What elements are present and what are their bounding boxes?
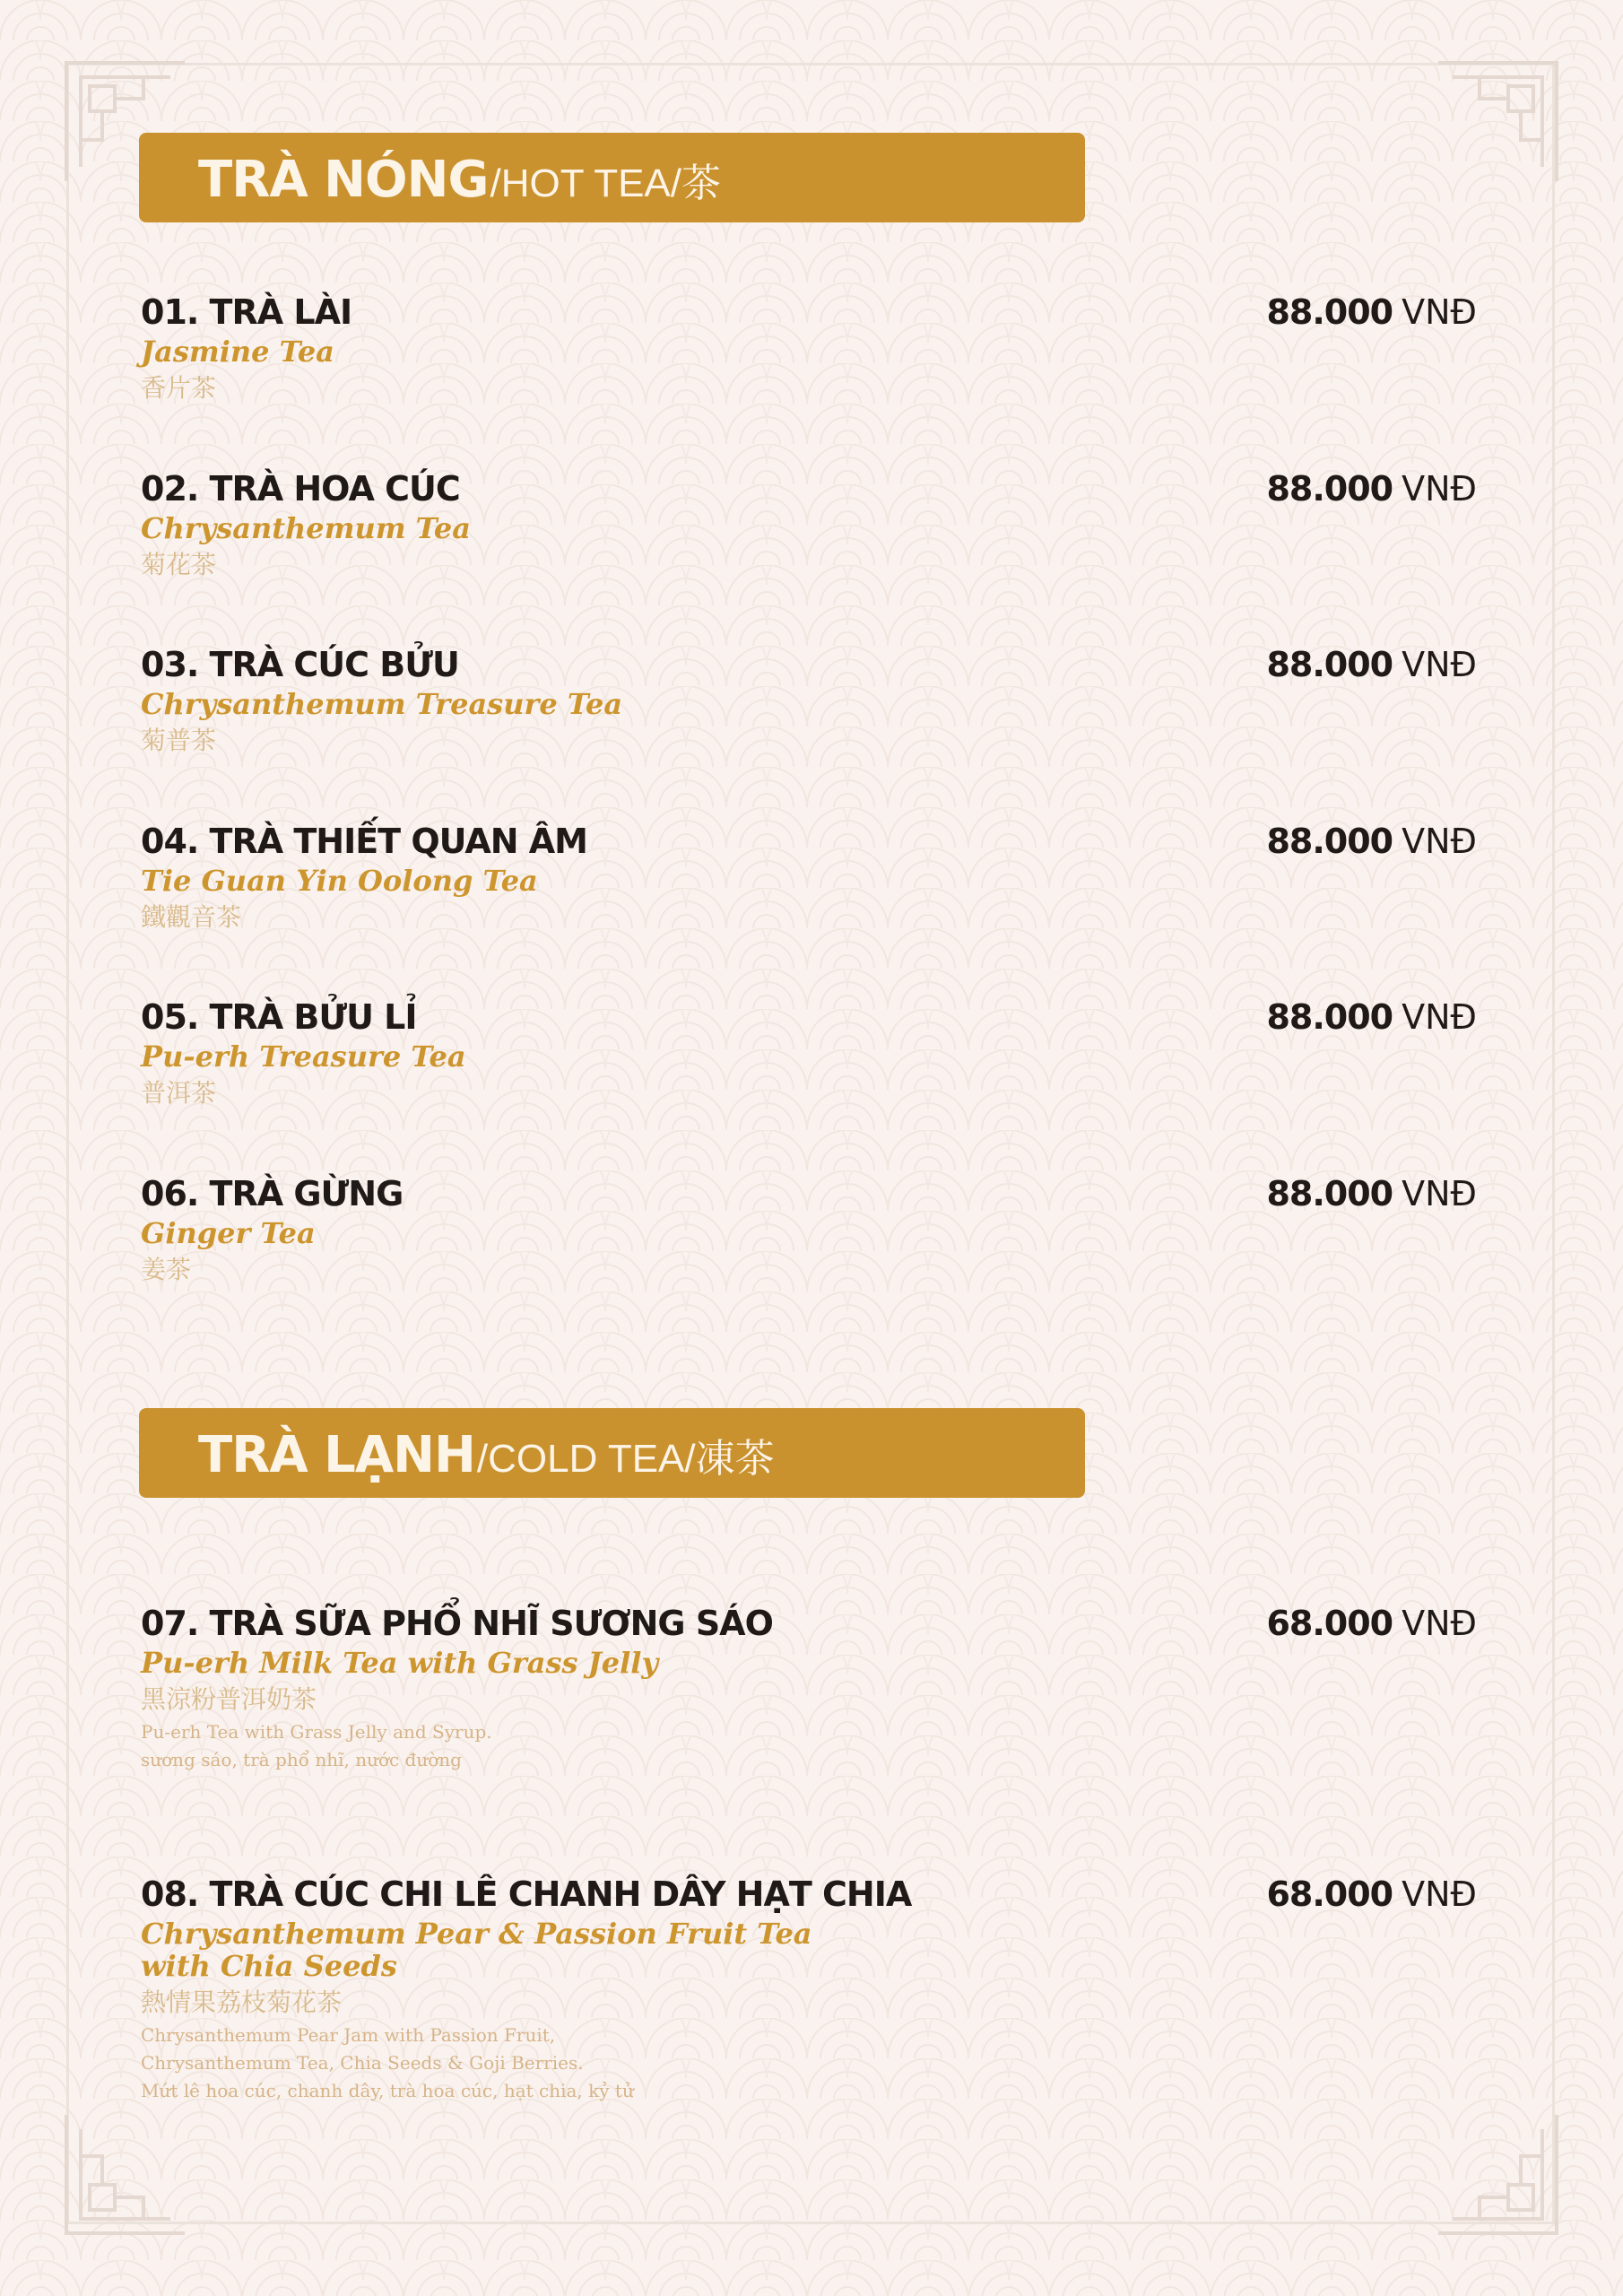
section-title-main: TRÀ LẠNH bbox=[198, 1426, 475, 1484]
item-chinese-name: 普洱茶 bbox=[141, 1078, 217, 1108]
item-english-name: Ginger Tea bbox=[141, 1216, 316, 1250]
item-name: 02. TRÀ HOA CÚC bbox=[141, 469, 460, 509]
section-header-hot-tea bbox=[139, 133, 1085, 222]
item-chinese-name: 菊普茶 bbox=[141, 726, 217, 755]
item-price bbox=[1266, 1172, 1477, 1215]
corner-ornament-bottom-left bbox=[63, 2111, 188, 2237]
menu-item bbox=[141, 820, 1477, 936]
item-name: 05. TRÀ BỬU LỈ bbox=[141, 997, 417, 1037]
item-chinese-name: 姜茶 bbox=[141, 1255, 192, 1284]
section-header-cold-tea bbox=[139, 1408, 1085, 1498]
item-description-line: Mứt lê hoa cúc, chanh dây, trà hoa cúc, hạt chia, kỷ tử bbox=[141, 2080, 634, 2101]
section-title-main: TRÀ NÓNG bbox=[198, 151, 489, 209]
item-price bbox=[1266, 996, 1477, 1039]
price-value: 88.000 bbox=[1266, 469, 1393, 509]
price-value: 68.000 bbox=[1266, 1604, 1393, 1643]
item-price bbox=[1266, 643, 1477, 686]
item-description-line: Chrysanthemum Tea, Chia Seeds & Goji Berries. bbox=[141, 2052, 584, 2074]
item-name: 01. TRÀ LÀI bbox=[141, 292, 352, 332]
item-name: 08. TRÀ CÚC CHI LÊ CHANH DÂY HẠT CHIA bbox=[141, 1874, 912, 1914]
price-value: 88.000 bbox=[1266, 1174, 1393, 1213]
menu-item bbox=[141, 1602, 1477, 1774]
section-title-sub: /COLD TEA/凍茶 bbox=[476, 1437, 775, 1481]
menu-item bbox=[141, 996, 1477, 1112]
item-price bbox=[1266, 467, 1477, 510]
item-english-name: Pu-erh Milk Tea with Grass Jelly bbox=[141, 1646, 659, 1680]
price-currency: VNĐ bbox=[1402, 997, 1477, 1037]
item-english-name: Tie Guan Yin Oolong Tea bbox=[141, 864, 538, 898]
menu-item bbox=[141, 643, 1477, 760]
item-english-name: Chrysanthemum Pear & Passion Fruit Tea bbox=[141, 1917, 812, 1951]
item-name: 03. TRÀ CÚC BỬU bbox=[141, 645, 459, 684]
item-english-name: Pu-erh Treasure Tea bbox=[141, 1039, 466, 1074]
item-english-name-line2: with Chia Seeds bbox=[141, 1949, 397, 1983]
price-currency: VNĐ bbox=[1402, 292, 1477, 332]
price-currency: VNĐ bbox=[1402, 1174, 1477, 1213]
item-chinese-name: 鐵觀音茶 bbox=[141, 902, 242, 932]
price-value: 68.000 bbox=[1266, 1874, 1393, 1914]
item-description-line: Chrysanthemum Pear Jam with Passion Fruit, bbox=[141, 2024, 556, 2046]
menu-item bbox=[141, 1172, 1477, 1289]
item-name: 06. TRÀ GỪNG bbox=[141, 1174, 404, 1213]
item-english-name: Chrysanthemum Tea bbox=[141, 511, 471, 545]
menu-item bbox=[141, 467, 1477, 584]
price-value: 88.000 bbox=[1266, 997, 1393, 1037]
section-title-sub: /HOT TEA/茶 bbox=[490, 161, 722, 205]
item-english-name: Chrysanthemum Treasure Tea bbox=[141, 687, 623, 721]
item-price bbox=[1266, 291, 1477, 334]
price-value: 88.000 bbox=[1266, 645, 1393, 684]
item-price bbox=[1266, 820, 1477, 863]
corner-ornament-bottom-right bbox=[1435, 2111, 1560, 2237]
price-currency: VNĐ bbox=[1402, 1604, 1477, 1643]
item-description-line: Pu-erh Tea with Grass Jelly and Syrup. bbox=[141, 1721, 492, 1743]
item-name: 07. TRÀ SỮA PHỔ NHĨ SƯƠNG SÁO bbox=[141, 1604, 773, 1643]
corner-ornament-top-right bbox=[1435, 59, 1560, 185]
menu-item bbox=[141, 1873, 1477, 2105]
price-currency: VNĐ bbox=[1402, 1874, 1477, 1914]
price-currency: VNĐ bbox=[1402, 469, 1477, 509]
price-value: 88.000 bbox=[1266, 292, 1393, 332]
menu-item bbox=[141, 291, 1477, 407]
item-chinese-name: 菊花茶 bbox=[141, 550, 217, 579]
item-chinese-name: 黑涼粉普洱奶茶 bbox=[141, 1684, 317, 1714]
item-chinese-name: 熱情果荔枝菊花茶 bbox=[141, 1987, 343, 2017]
item-description-line: sương sáo, trà phổ nhĩ, nước đường bbox=[141, 1749, 462, 1770]
price-currency: VNĐ bbox=[1402, 822, 1477, 861]
item-chinese-name: 香片茶 bbox=[141, 373, 217, 403]
item-english-name: Jasmine Tea bbox=[141, 335, 334, 369]
item-price bbox=[1266, 1873, 1477, 1916]
item-name: 04. TRÀ THIẾT QUAN ÂM bbox=[141, 822, 587, 861]
price-currency: VNĐ bbox=[1402, 645, 1477, 684]
item-price bbox=[1266, 1602, 1477, 1645]
price-value: 88.000 bbox=[1266, 822, 1393, 861]
